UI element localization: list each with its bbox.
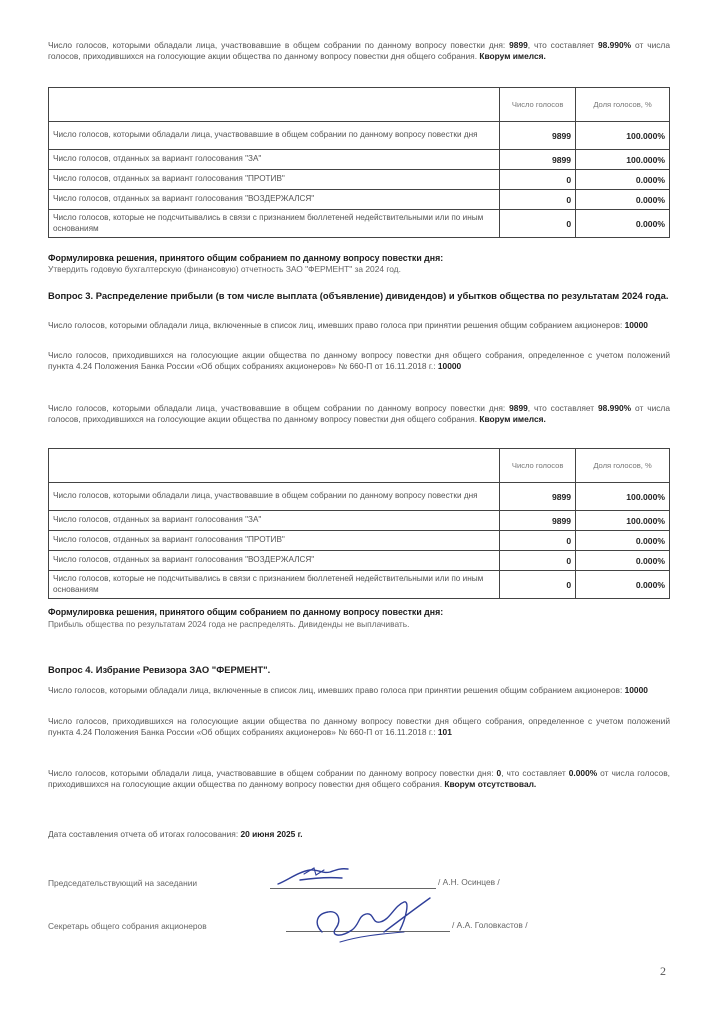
q3-decision-label: Формулировка решения, принятого общим собранием по данному вопросу повестки дня: xyxy=(48,607,444,617)
table-row xyxy=(49,531,670,551)
q3-voting-shares: 10000 xyxy=(437,361,462,372)
table-header-votes: Число голосов xyxy=(500,449,576,483)
q3-entitled: 10000 xyxy=(624,320,648,330)
row-share: 0.000% xyxy=(576,531,670,551)
q3-votes-table xyxy=(48,448,670,599)
row-share: 100.000% xyxy=(576,511,670,531)
q2-percent: 98.990% xyxy=(598,40,632,50)
q4-entitled: 10000 xyxy=(624,685,648,695)
chair-label: Председательствующий на заседании xyxy=(48,878,198,888)
row-label: Число голосов, которыми обладали лица, участвовавшие в общем собрании по данному вопросу повестки дня xyxy=(49,483,500,511)
table-row xyxy=(49,150,670,170)
q2-quorum-mid: , что составляет xyxy=(527,40,599,50)
q3-entitled-paragraph xyxy=(48,320,670,331)
row-votes: 0 xyxy=(500,170,576,190)
row-label: Число голосов, которыми обладали лица, участвовавшие в общем собрании по данному вопросу повестки дня xyxy=(49,122,500,150)
q2-decision-label: Формулировка решения, принятого общим собранием по данному вопросу повестки дня: xyxy=(48,253,444,263)
row-share: 100.000% xyxy=(576,150,670,170)
secretary-name: / А.А. Головкастов / xyxy=(452,920,528,930)
row-votes: 0 xyxy=(500,210,576,238)
table-header-share: Доля голосов, % xyxy=(576,449,670,483)
q3-quorum-result: Кворум имелся. xyxy=(479,414,546,425)
table-header-votes: Число голосов xyxy=(500,88,576,122)
table-row xyxy=(49,551,670,571)
row-votes: 0 xyxy=(500,571,576,599)
table-row xyxy=(49,571,670,599)
q4-entitled-paragraph xyxy=(48,685,670,696)
row-votes: 9899 xyxy=(500,150,576,170)
q3-quorum-post: от числа голосов, приходившихся на голосующие акции общества по данному вопросу повестки дня общего собрания. xyxy=(48,403,670,425)
row-share: 0.000% xyxy=(576,190,670,210)
report-date: 20 июня 2025 г. xyxy=(240,829,303,839)
q2-quorum-post: от числа голосов, приходившихся на голосующие акции общества по данному вопросу повестки дня общего собрания. xyxy=(48,40,670,62)
q4-quorum-result: Кворум отсутствовал. xyxy=(444,779,537,790)
row-label: Число голосов, отданных за вариант голосования "ЗА" xyxy=(49,150,500,170)
q3-decision-text: Прибыль общества по результатам 2024 года не распределять. Дивиденды не выплачивать. xyxy=(48,619,410,629)
table-header-empty xyxy=(49,449,500,483)
q4-percent: 0.000% xyxy=(568,768,598,778)
q4-quorum-paragraph xyxy=(48,768,670,791)
row-share: 100.000% xyxy=(576,483,670,511)
row-label: Число голосов, отданных за вариант голосования "ЗА" xyxy=(49,511,500,531)
q4-quorum-mid: , что составляет xyxy=(501,768,569,778)
chair-name: / А.Н. Осинцев / xyxy=(438,877,500,887)
q2-decision-text: Утвердить годовую бухгалтерскую (финансовую) отчетность ЗАО "ФЕРМЕНТ" за 2024 год. xyxy=(48,264,401,274)
q4-voting-shares: 101 xyxy=(437,727,452,738)
table-header-row xyxy=(49,88,670,122)
table-row xyxy=(49,511,670,531)
q3-voting-shares-pre: Число голосов, приходившихся на голосующие акции общества по данному вопросу повестки дня общего собрания, определенное с учетом положений пункта 4.24 Положения Банка России «Об общих собраниях акционеров» № 660-П от 16.11.2018 г.: xyxy=(48,350,670,372)
row-label: Число голосов, отданных за вариант голосования "ВОЗДЕРЖАЛСЯ" xyxy=(49,190,500,210)
row-share: 0.000% xyxy=(576,170,670,190)
table-row xyxy=(49,170,670,190)
report-date-line xyxy=(48,829,670,840)
q3-voting-shares-paragraph xyxy=(48,350,670,373)
q2-quorum-pre: Число голосов, которыми обладали лица, участвовавшие в общем собрании по данному вопросу повестки дня: xyxy=(48,40,510,50)
table-row xyxy=(49,210,670,238)
q2-votes-table xyxy=(48,87,670,238)
page-number: 2 xyxy=(660,964,666,978)
row-share: 0.000% xyxy=(576,551,670,571)
q3-participants: 9899 xyxy=(509,403,528,413)
row-label: Число голосов, которые не подсчитывались в связи с признанием бюллетеней недействительными или по иным основаниям xyxy=(49,571,500,599)
row-votes: 9899 xyxy=(500,483,576,511)
table-header-empty xyxy=(49,88,500,122)
table-row xyxy=(49,122,670,150)
table-header-share: Доля голосов, % xyxy=(576,88,670,122)
row-label: Число голосов, отданных за вариант голосования "ПРОТИВ" xyxy=(49,531,500,551)
row-share: 0.000% xyxy=(576,210,670,238)
q4-voting-shares-pre: Число голосов, приходившихся на голосующие акции общества по данному вопросу повестки дня общего собрания, определенное с учетом положений пункта 4.24 Положения Банка России «Об общих собраниях акционеров» № 660-П от 16.11.2018 г.: xyxy=(48,716,670,738)
q3-quorum-pre: Число голосов, которыми обладали лица, участвовавшие в общем собрании по данному вопросу повестки дня: xyxy=(48,403,510,413)
chair-signature xyxy=(270,858,380,894)
table-row xyxy=(49,483,670,511)
row-label: Число голосов, отданных за вариант голосования "ПРОТИВ" xyxy=(49,170,500,190)
row-label: Число голосов, которые не подсчитывались в связи с признанием бюллетеней недействительными или по иным основаниям xyxy=(49,210,500,238)
row-share: 100.000% xyxy=(576,122,670,150)
q4-quorum-post: от числа голосов, приходившихся на голосующие акции общества по данному вопросу повестки дня общего собрания. xyxy=(48,768,670,790)
q3-quorum-paragraph xyxy=(48,403,670,426)
report-date-label: Дата составления отчета об итогах голосования: xyxy=(48,829,241,839)
table-row xyxy=(49,190,670,210)
q3-percent: 98.990% xyxy=(598,403,632,413)
row-votes: 0 xyxy=(500,531,576,551)
q4-participants: 0 xyxy=(496,768,502,778)
row-votes: 0 xyxy=(500,551,576,571)
secretary-label: Секретарь общего собрания акционеров xyxy=(48,921,207,931)
row-votes: 9899 xyxy=(500,511,576,531)
table-header-row xyxy=(49,449,670,483)
row-votes: 0 xyxy=(500,190,576,210)
q4-heading: Вопрос 4. Избрание Ревизора ЗАО "ФЕРМЕНТ". xyxy=(48,664,271,675)
row-votes: 9899 xyxy=(500,122,576,150)
q2-quorum-paragraph xyxy=(48,40,670,63)
q4-quorum-pre: Число голосов, которыми обладали лица, участвовавшие в общем собрании по данному вопросу повестки дня: xyxy=(48,768,497,778)
q3-quorum-mid: , что составляет xyxy=(527,403,599,413)
q2-participants: 9899 xyxy=(509,40,528,50)
q3-entitled-pre: Число голосов, которыми обладали лица, включенные в список лиц, имевших право голоса при принятии решения общим собранием акционеров: xyxy=(48,320,625,330)
q4-voting-shares-paragraph xyxy=(48,716,670,739)
q3-heading: Вопрос 3. Распределение прибыли (в том числе выплата (объявление) дивидендов) и убытков общества по результатам 2024 года. xyxy=(48,290,669,301)
q2-quorum-result: Кворум имелся. xyxy=(479,51,546,62)
row-share: 0.000% xyxy=(576,571,670,599)
q4-entitled-pre: Число голосов, которыми обладали лица, включенные в список лиц, имевших право голоса при принятии решения общим собранием акционеров: xyxy=(48,685,625,695)
row-label: Число голосов, отданных за вариант голосования "ВОЗДЕРЖАЛСЯ" xyxy=(49,551,500,571)
secretary-signature xyxy=(300,890,450,948)
